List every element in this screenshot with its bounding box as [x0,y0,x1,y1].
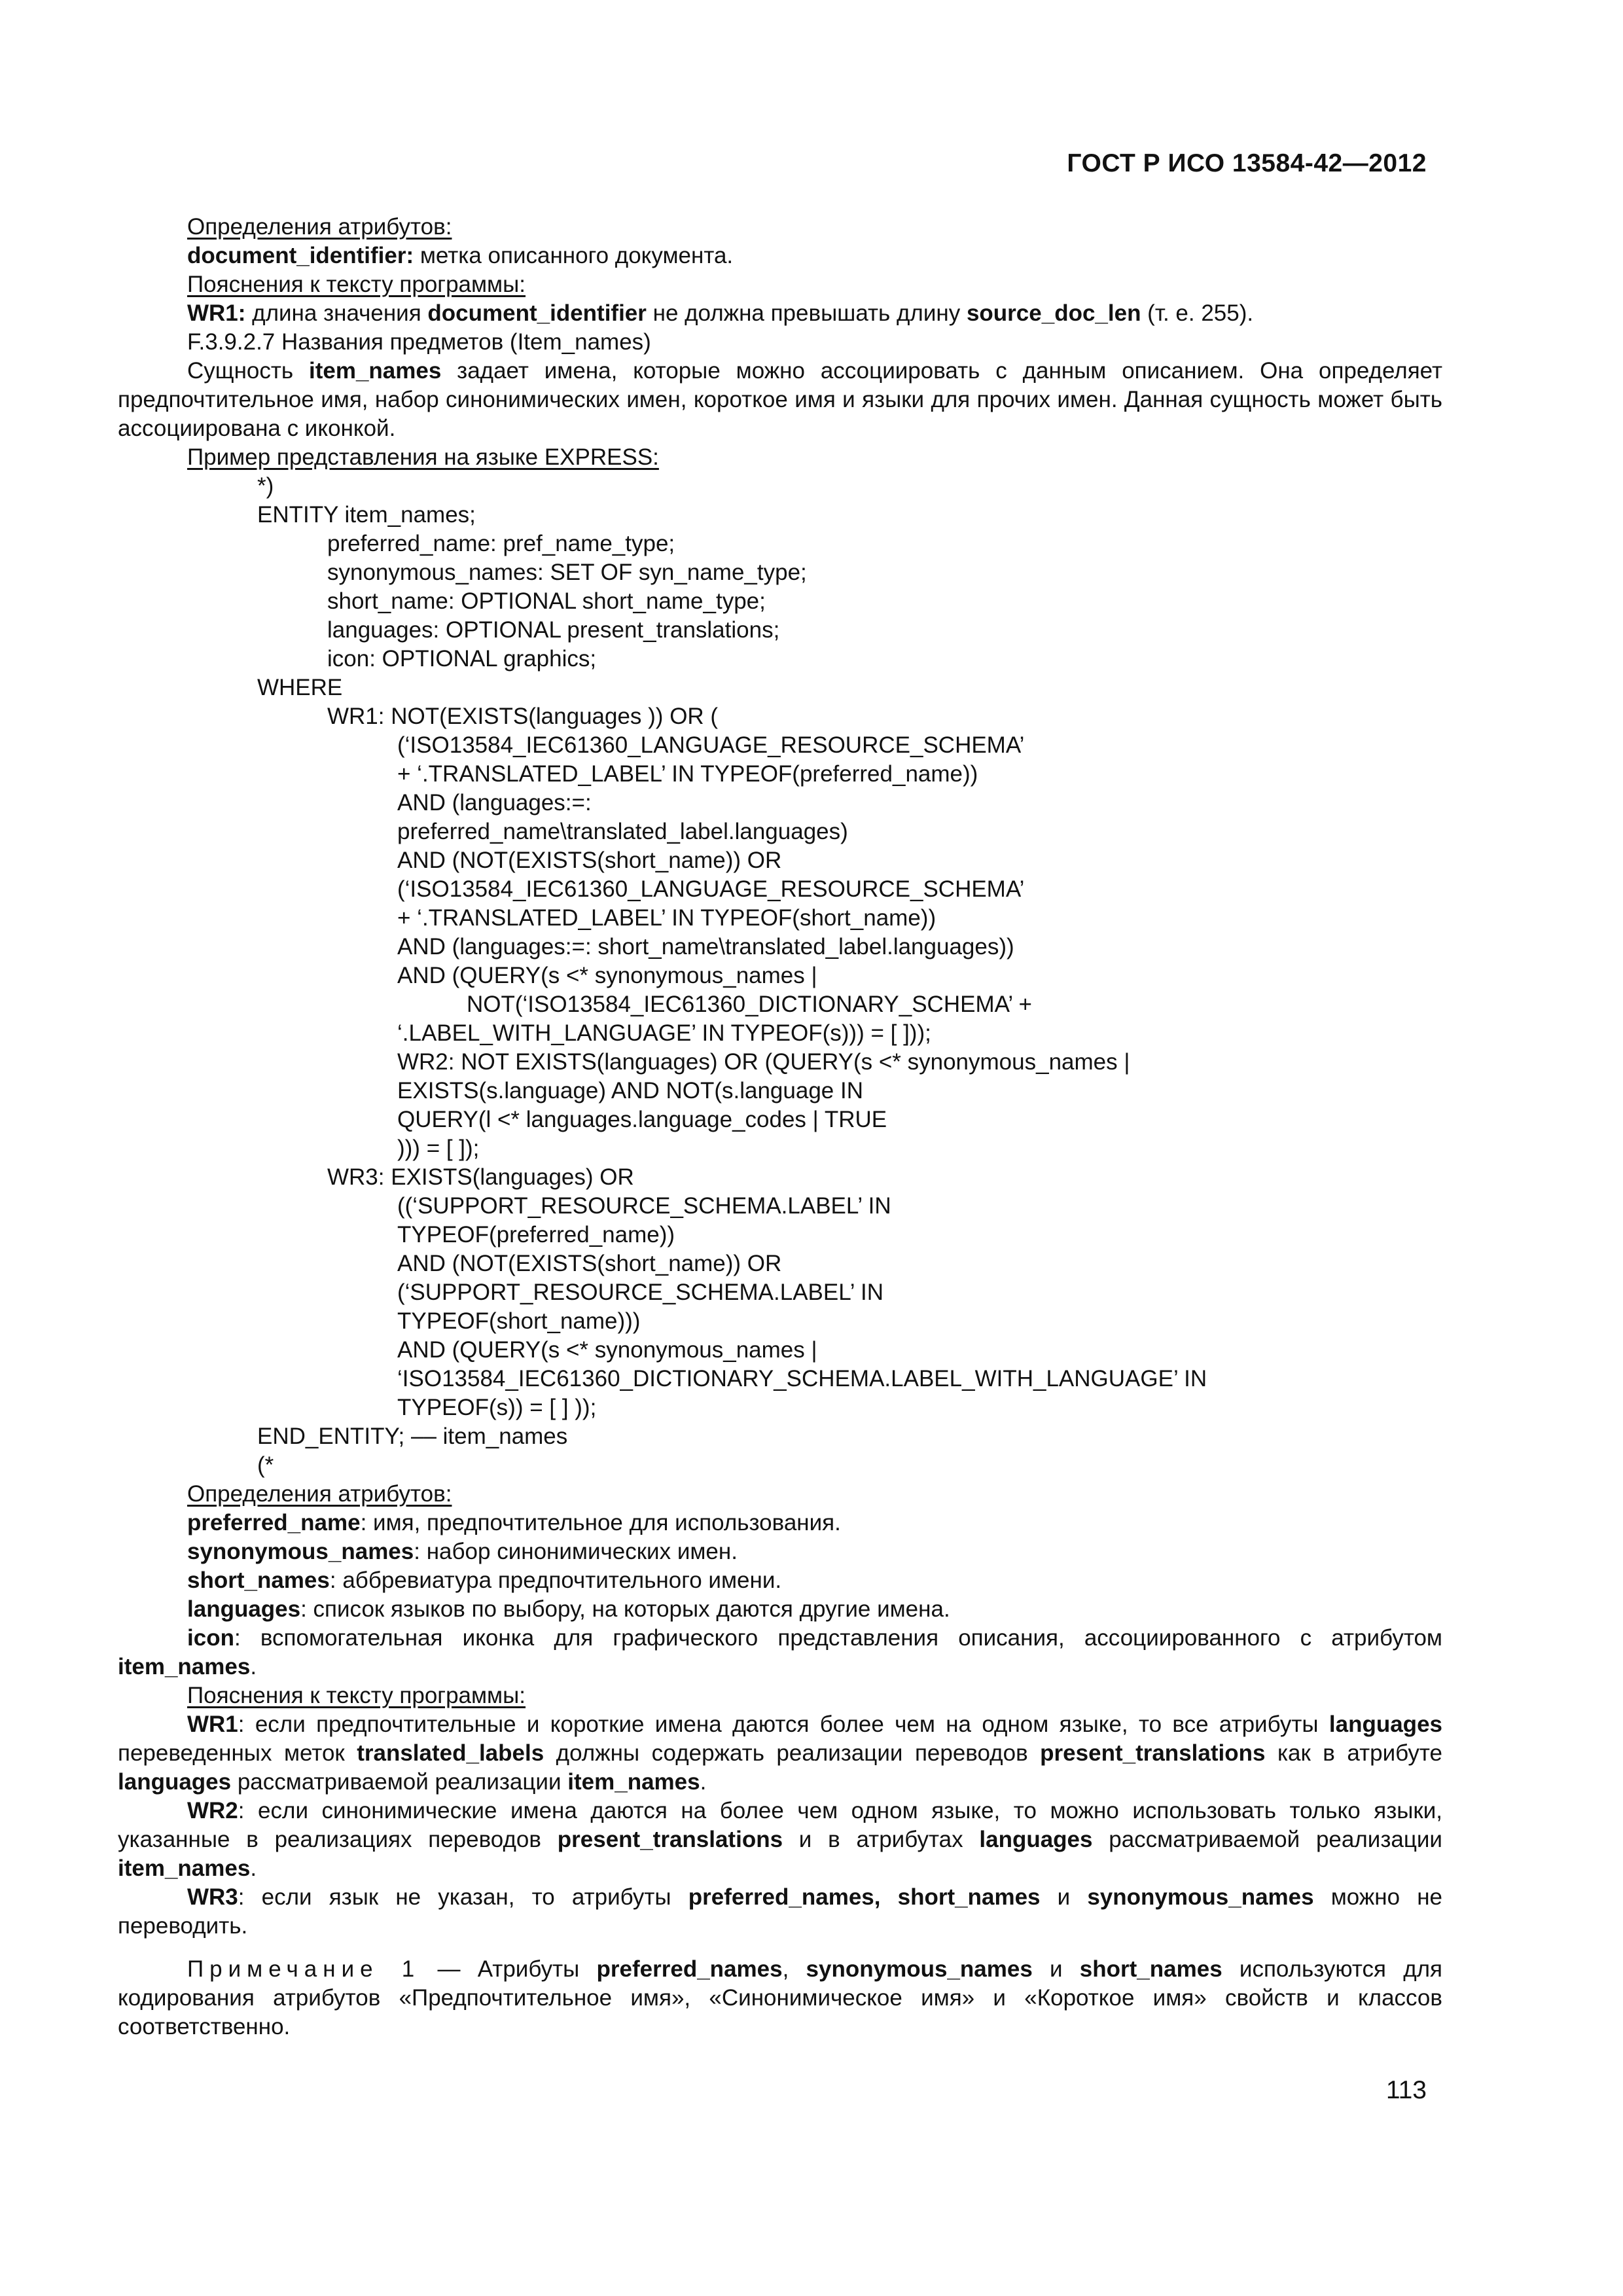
code-line: AND (languages:=: short_name\translated_label.languages)) [397,934,1014,960]
definition: метка описанного документа. [414,243,734,268]
document-header: ГОСТ Р ИСО 13584-42—2012 [1067,149,1427,177]
code-line: AND (QUERY(s <* synonymous_names | [397,1337,817,1363]
code-line: AND (QUERY(s <* synonymous_names | [397,963,817,988]
intro-paragraph [118,357,1442,443]
note-wr1-short [118,299,1442,328]
attr-short-names [118,1566,1442,1595]
note-wr2 [118,1797,1442,1883]
text: должны содержать реализации переводов [544,1740,1041,1766]
heading-text: Определения атрибутов: [187,214,452,240]
definition: : аббревиатура предпочтительного имени. [329,1568,782,1593]
term: synonymous_names [1087,1884,1314,1910]
attr-preferred-name [118,1509,1442,1537]
express-example-heading [118,443,1442,472]
attr-icon [118,1624,1442,1681]
attr-document-identifier [118,242,1442,270]
code-line: short_name: OPTIONAL short_name_type; [327,588,766,614]
term: translated_labels [357,1740,544,1766]
heading-text: Определения атрибутов: [187,1481,452,1507]
heading-text: Пример представления на языке EXPRESS: [187,444,659,470]
definition: : вспомогательная иконка для графического представления описания, ассоциированного с атрибутом [234,1625,1442,1651]
heading-text: Пояснения к тексту программы: [187,1683,526,1708]
code-line: preferred_name\translated_label.languages) [397,819,848,844]
page-number: 113 [1385,2076,1427,2104]
term: synonymous_names [187,1539,414,1564]
text: используются для кодирования атрибутов «Предпочтительное имя», «Синонимическое имя» и «Короткое имя» свойств и классов соответственно. [118,1956,1442,2039]
term: WR1 [187,1712,238,1737]
code-line: WR1: NOT(EXISTS(languages )) OR ( [327,704,719,729]
term: WR1: [187,300,246,326]
code-line: ‘ISO13584_IEC61360_DICTIONARY_SCHEMA.LABEL_WITH_LANGUAGE’ IN [397,1366,1207,1391]
text: переведенных меток [118,1740,357,1766]
program-notes-heading [118,1681,1442,1710]
term: languages [979,1827,1093,1852]
term: icon [187,1625,234,1651]
code-line: END_ENTITY; –– item_names [257,1424,568,1449]
code-line: (‘SUPPORT_RESOURCE_SCHEMA.LABEL’ IN [397,1280,883,1305]
text: как в атрибуте [1265,1740,1443,1766]
code-line: *) [257,473,274,499]
text: задает имена, которые можно ассоциировать с данным описанием. Она определяет предпочтительное имя, набор синонимических имен, короткое имя и языки для прочих имен. Данная сущность может быть ассоциирована с иконкой. [118,358,1442,441]
code-line: QUERY(l <* languages.language_codes | TRUE [397,1107,887,1132]
term: present_translations [557,1827,783,1852]
code-line: WR3: EXISTS(languages) OR [327,1164,634,1190]
attr-synonymous-names [118,1537,1442,1566]
note-wr1 [118,1710,1442,1797]
attr-definitions-heading [118,1480,1442,1509]
code-line: preferred_name: pref_name_type; [327,531,675,556]
term: languages [118,1769,232,1795]
term: languages [1329,1712,1442,1737]
definition: : список языков по выбору, на которых даются другие имена. [300,1596,950,1622]
term: synonymous_names [806,1956,1033,1982]
code-line: TYPEOF(short_name))) [397,1308,641,1334]
page-content [118,213,1442,2041]
term: item_names [118,1856,251,1881]
text: . [250,1654,257,1679]
code-line: EXISTS(s.language) AND NOT(s.language IN [397,1078,863,1103]
text: не должна превышать длину [646,300,967,326]
definition: : имя, предпочтительное для использования. [360,1510,841,1535]
term: preferred_names, short_names [688,1884,1041,1910]
code-line: + ‘.TRANSLATED_LABEL’ IN TYPEOF(short_name)) [397,905,936,931]
remark-paragraph [118,1955,1442,2041]
heading-text: Пояснения к тексту программы: [187,272,526,297]
section-heading: F.3.9.2.7 Названия предметов (Item_names) [187,329,651,355]
code-line: ‘.LABEL_WITH_LANGUAGE’ IN TYPEOF(s))) = [ ])); [397,1020,931,1046]
code-line: (* [257,1452,274,1478]
text: (т. е. 255). [1141,300,1254,326]
code-line: AND (NOT(EXISTS(short_name)) OR [397,1251,782,1276]
term: WR3 [187,1884,238,1910]
code-line: AND (NOT(EXISTS(short_name)) OR [397,848,782,873]
term: document_identifier: [187,243,414,268]
text: : если язык не указан, то атрибуты [238,1884,688,1910]
code-line: WR2: NOT EXISTS(languages) OR (QUERY(s <* synonymous_names | [397,1049,1130,1075]
term: languages [187,1596,301,1622]
code-line: TYPEOF(preferred_name)) [397,1222,675,1247]
text: можно не переводить. [118,1884,1443,1939]
code-line: icon: OPTIONAL graphics; [327,646,597,672]
code-line: synonymous_names: SET OF syn_name_type; [327,560,807,585]
term: item_names [118,1654,251,1679]
term: present_translations [1040,1740,1266,1766]
term: short_names [187,1568,330,1593]
code-line: AND (languages:=: [397,790,592,816]
code-line: ))) = [ ]); [397,1136,480,1161]
text: : если предпочтительные и короткие имена даются более чем на одном языке, то все атрибуты [238,1712,1329,1737]
text: — Атрибуты [420,1956,597,1982]
text: и [1040,1884,1088,1910]
code-line: WHERE [257,675,343,700]
spacer [118,1941,1442,1955]
text: . [250,1856,257,1881]
text: Сущность [187,358,309,384]
text: : если синонимические имена даются на более чем одном языке, то можно использовать только языки, указанные в реализациях переводов [118,1798,1442,1852]
term: item_names [567,1769,700,1795]
attr-definitions-heading [118,213,1442,242]
definition: : набор синонимических имен. [414,1539,738,1564]
term: WR2 [187,1798,238,1823]
code-line: TYPEOF(s)) = [ ] )); [397,1395,597,1420]
text: и в атрибутах [783,1827,980,1852]
text: рассматриваемой реализации [1092,1827,1442,1852]
express-code-block [118,472,1442,1480]
term: short_names [1079,1956,1222,1982]
term: source_doc_len [966,300,1141,326]
text: длина значения [245,300,428,326]
text: рассматриваемой реализации [231,1769,568,1795]
code-line: (‘ISO13584_IEC61360_LANGUAGE_RESOURCE_SCHEMA’ [397,876,1025,902]
code-line: languages: OPTIONAL present_translations; [327,617,780,643]
text: . [700,1769,707,1795]
remark-label: Примечание 1 [187,1956,421,1982]
code-line: ((‘SUPPORT_RESOURCE_SCHEMA.LABEL’ IN [397,1193,891,1219]
note-wr3 [118,1883,1442,1941]
code-line: ENTITY item_names; [257,502,476,528]
code-line: NOT(‘ISO13584_IEC61360_DICTIONARY_SCHEMA’ + [467,992,1032,1017]
code-line: (‘ISO13584_IEC61360_LANGUAGE_RESOURCE_SCHEMA’ [397,732,1025,758]
code-line: + ‘.TRANSLATED_LABEL’ IN TYPEOF(preferred_name)) [397,761,978,787]
term: preferred_name [187,1510,361,1535]
term: item_names [308,358,442,384]
term: document_identifier [427,300,647,326]
attr-languages [118,1595,1442,1624]
text: и [1032,1956,1080,1982]
program-notes-heading [118,270,1442,299]
term: preferred_names [596,1956,783,1982]
text: , [782,1956,806,1982]
